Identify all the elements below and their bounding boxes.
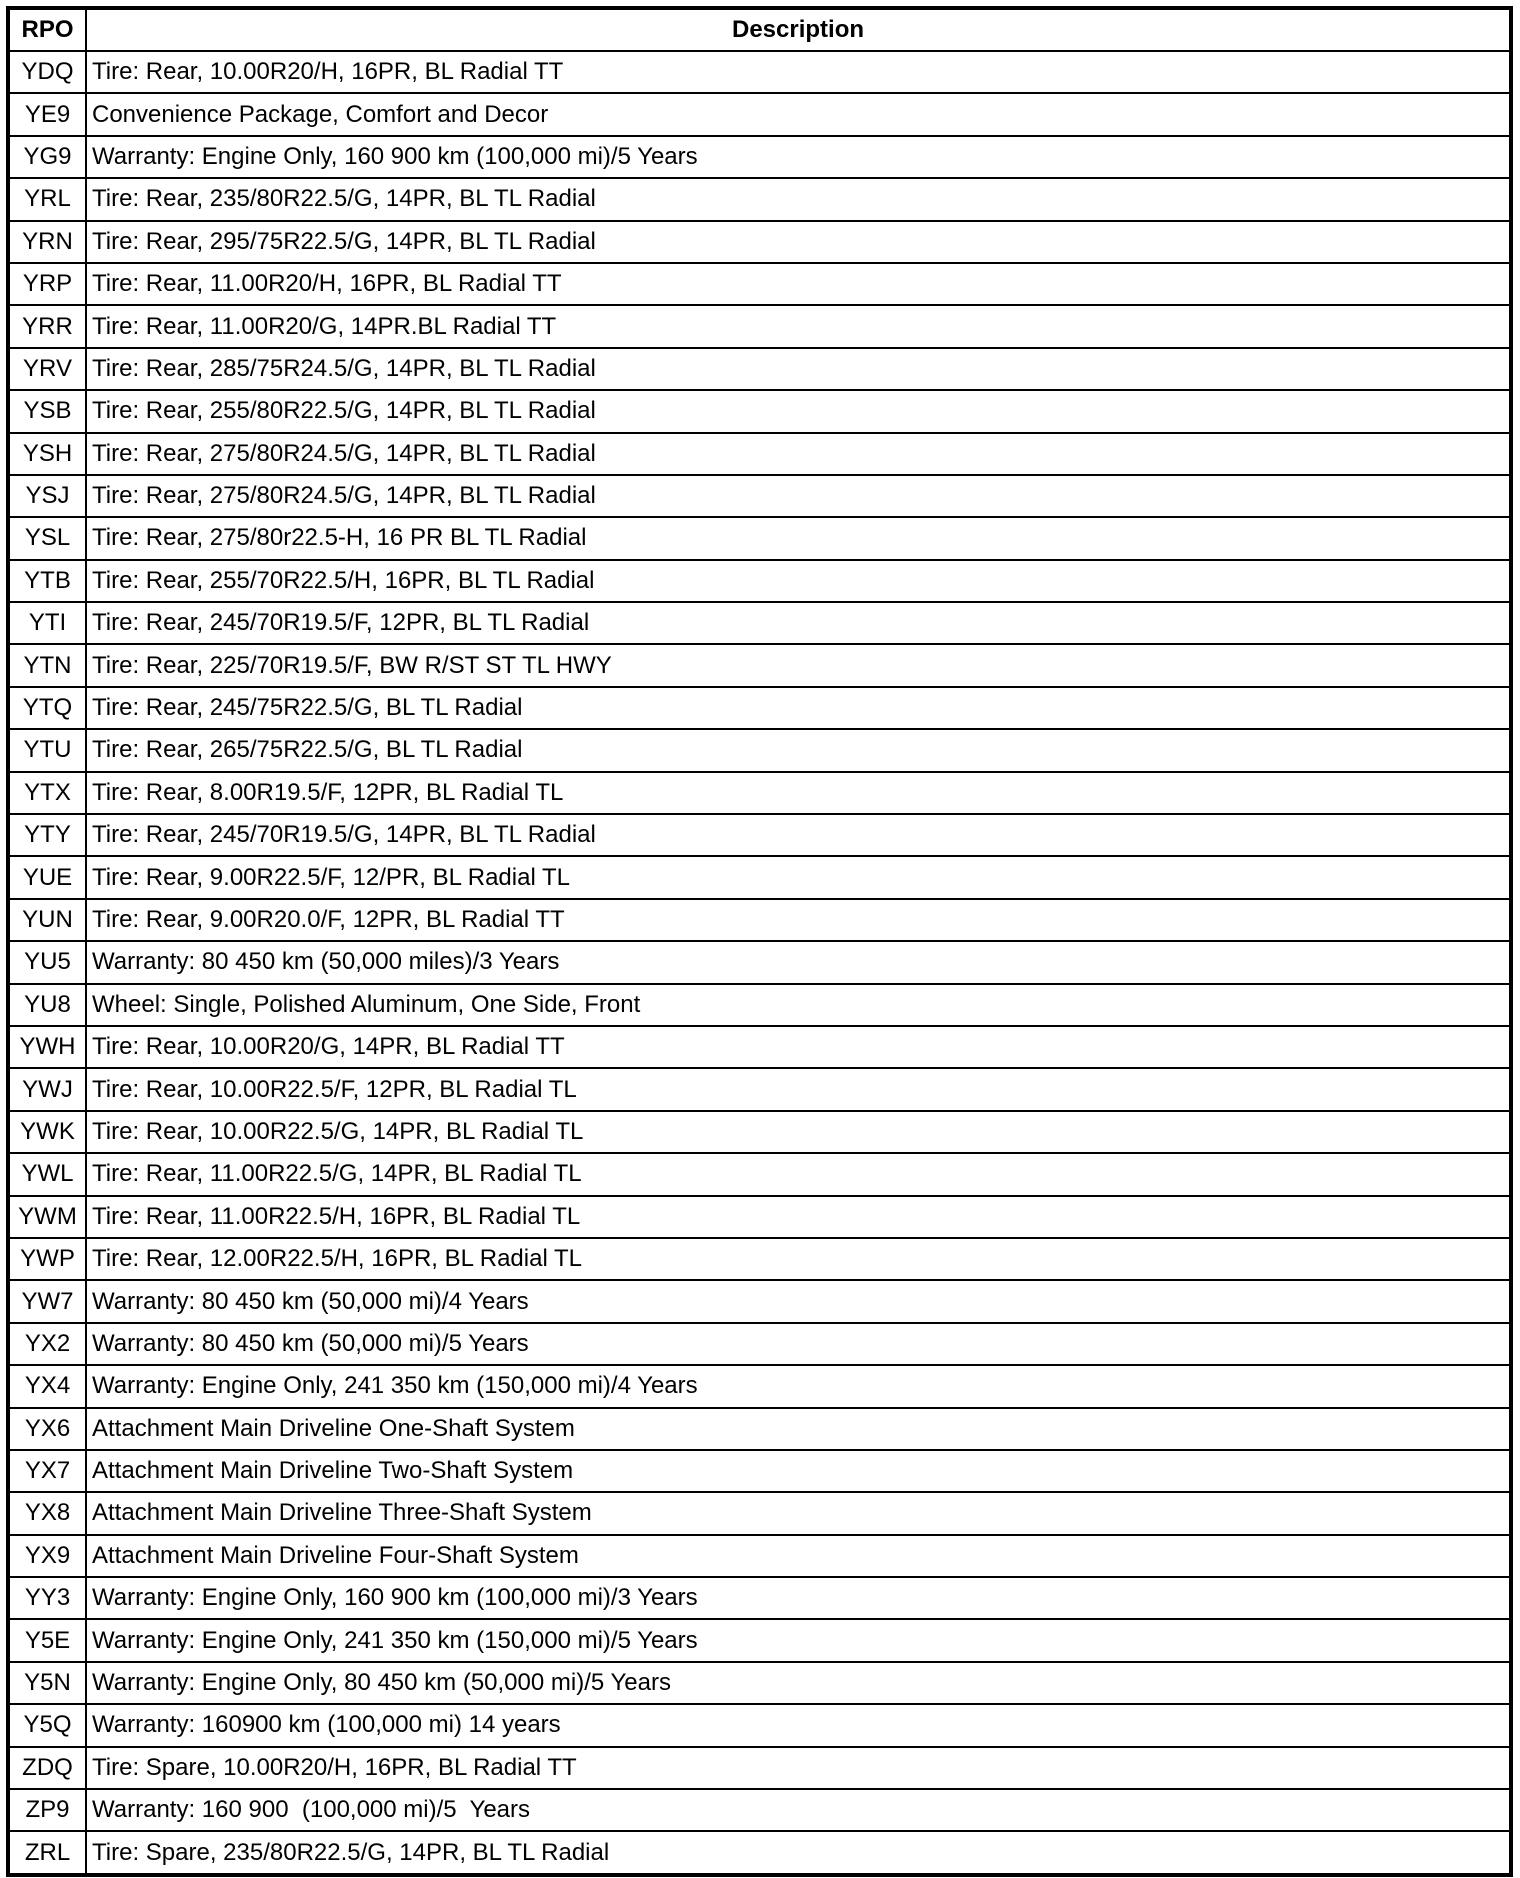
- rpo-code-cell: YWJ: [8, 1068, 86, 1110]
- table-row: [8, 644, 1511, 686]
- description-cell: Attachment Main Driveline Three-Shaft System: [86, 1492, 1511, 1534]
- description-cell: Warranty: Engine Only, 160 900 km (100,000 mi)/5 Years: [86, 136, 1511, 178]
- rpo-code-cell: YWL: [8, 1153, 86, 1195]
- table-row: [8, 729, 1511, 771]
- rpo-code-cell: YRV: [8, 348, 86, 390]
- table-row: [8, 1026, 1511, 1068]
- description-cell: Warranty: Engine Only, 80 450 km (50,000 mi)/5 Years: [86, 1662, 1511, 1704]
- description-cell: Warranty: 160 900 (100,000 mi)/5 Years: [86, 1789, 1511, 1831]
- rpo-code-cell: YX2: [8, 1323, 86, 1365]
- table-row: [8, 1831, 1511, 1874]
- rpo-code-cell: ZP9: [8, 1789, 86, 1831]
- description-cell: Tire: Rear, 9.00R20.0/F, 12PR, BL Radial TT: [86, 899, 1511, 941]
- table-row: [8, 1408, 1511, 1450]
- rpo-code-cell: YSL: [8, 517, 86, 559]
- table-row: [8, 178, 1511, 220]
- rpo-code-cell: YX6: [8, 1408, 86, 1450]
- table-row: [8, 1535, 1511, 1577]
- table-row: [8, 221, 1511, 263]
- description-cell: Warranty: 80 450 km (50,000 mi)/4 Years: [86, 1280, 1511, 1322]
- rpo-code-cell: YTY: [8, 814, 86, 856]
- table-row: [8, 93, 1511, 135]
- rpo-code-cell: YX9: [8, 1535, 86, 1577]
- header-rpo: RPO: [8, 8, 86, 51]
- rpo-code-cell: YRR: [8, 305, 86, 347]
- table-row: [8, 1492, 1511, 1534]
- rpo-code-cell: Y5N: [8, 1662, 86, 1704]
- description-cell: Warranty: Engine Only, 241 350 km (150,000 mi)/4 Years: [86, 1365, 1511, 1407]
- description-cell: Tire: Rear, 285/75R24.5/G, 14PR, BL TL Radial: [86, 348, 1511, 390]
- description-cell: Tire: Rear, 245/75R22.5/G, BL TL Radial: [86, 687, 1511, 729]
- table-row: [8, 1196, 1511, 1238]
- table-row: [8, 1111, 1511, 1153]
- rpo-code-cell: YTI: [8, 602, 86, 644]
- rpo-code-cell: ZRL: [8, 1831, 86, 1874]
- rpo-code-cell: YRN: [8, 221, 86, 263]
- table-row: [8, 1068, 1511, 1110]
- rpo-code-cell: YWK: [8, 1111, 86, 1153]
- table-row: [8, 136, 1511, 178]
- table-row: [8, 1619, 1511, 1661]
- description-cell: Convenience Package, Comfort and Decor: [86, 93, 1511, 135]
- table-row: [8, 687, 1511, 729]
- description-cell: Tire: Rear, 10.00R22.5/F, 12PR, BL Radial TL: [86, 1068, 1511, 1110]
- table-row: [8, 433, 1511, 475]
- description-cell: Tire: Rear, 10.00R20/G, 14PR, BL Radial TT: [86, 1026, 1511, 1068]
- description-cell: Attachment Main Driveline One-Shaft System: [86, 1408, 1511, 1450]
- description-cell: Warranty: Engine Only, 160 900 km (100,000 mi)/3 Years: [86, 1577, 1511, 1619]
- table-row: [8, 1789, 1511, 1831]
- description-cell: Warranty: 80 450 km (50,000 mi)/5 Years: [86, 1323, 1511, 1365]
- rpo-code-cell: YWP: [8, 1238, 86, 1280]
- table-row: [8, 390, 1511, 432]
- description-cell: Attachment Main Driveline Two-Shaft System: [86, 1450, 1511, 1492]
- rpo-table: [6, 6, 1513, 1877]
- rpo-code-cell: YSJ: [8, 475, 86, 517]
- description-cell: Tire: Rear, 11.00R22.5/G, 14PR, BL Radial TL: [86, 1153, 1511, 1195]
- description-cell: Tire: Rear, 295/75R22.5/G, 14PR, BL TL Radial: [86, 221, 1511, 263]
- description-cell: Attachment Main Driveline Four-Shaft System: [86, 1535, 1511, 1577]
- description-cell: Tire: Rear, 275/80R24.5/G, 14PR, BL TL Radial: [86, 433, 1511, 475]
- table-row: [8, 1662, 1511, 1704]
- table-row: [8, 1450, 1511, 1492]
- rpo-code-cell: YX8: [8, 1492, 86, 1534]
- rpo-code-cell: YWM: [8, 1196, 86, 1238]
- table-row: [8, 1747, 1511, 1789]
- table-row: [8, 814, 1511, 856]
- rpo-code-cell: Y5Q: [8, 1704, 86, 1746]
- rpo-code-cell: YRP: [8, 263, 86, 305]
- description-cell: Tire: Rear, 9.00R22.5/F, 12/PR, BL Radial TL: [86, 856, 1511, 898]
- description-cell: Tire: Spare, 235/80R22.5/G, 14PR, BL TL Radial: [86, 1831, 1511, 1874]
- rpo-code-cell: YSH: [8, 433, 86, 475]
- table-row: [8, 348, 1511, 390]
- description-cell: Tire: Rear, 275/80r22.5-H, 16 PR BL TL Radial: [86, 517, 1511, 559]
- rpo-code-cell: YTQ: [8, 687, 86, 729]
- table-row: [8, 517, 1511, 559]
- description-cell: Tire: Rear, 255/80R22.5/G, 14PR, BL TL Radial: [86, 390, 1511, 432]
- table-row: [8, 560, 1511, 602]
- rpo-code-cell: YTN: [8, 644, 86, 686]
- rpo-code-cell: YSB: [8, 390, 86, 432]
- table-row: [8, 1323, 1511, 1365]
- table-row: [8, 602, 1511, 644]
- rpo-code-cell: YUN: [8, 899, 86, 941]
- rpo-code-cell: YE9: [8, 93, 86, 135]
- description-cell: Tire: Rear, 11.00R20/G, 14PR.BL Radial TT: [86, 305, 1511, 347]
- description-cell: Tire: Rear, 225/70R19.5/F, BW R/ST ST TL HWY: [86, 644, 1511, 686]
- table-row: [8, 856, 1511, 898]
- table-row: [8, 1704, 1511, 1746]
- table-row: [8, 1577, 1511, 1619]
- rpo-code-cell: YG9: [8, 136, 86, 178]
- rpo-code-cell: YTX: [8, 772, 86, 814]
- description-cell: Tire: Rear, 12.00R22.5/H, 16PR, BL Radial TL: [86, 1238, 1511, 1280]
- description-cell: Warranty: 160900 km (100,000 mi) 14 years: [86, 1704, 1511, 1746]
- header-row: [8, 8, 1511, 51]
- rpo-code-cell: YX4: [8, 1365, 86, 1407]
- rpo-code-cell: YDQ: [8, 51, 86, 93]
- description-cell: Tire: Spare, 10.00R20/H, 16PR, BL Radial TT: [86, 1747, 1511, 1789]
- description-cell: Tire: Rear, 10.00R20/H, 16PR, BL Radial TT: [86, 51, 1511, 93]
- rpo-code-cell: ZDQ: [8, 1747, 86, 1789]
- description-cell: Warranty: Engine Only, 241 350 km (150,000 mi)/5 Years: [86, 1619, 1511, 1661]
- description-cell: Wheel: Single, Polished Aluminum, One Side, Front: [86, 984, 1511, 1026]
- description-cell: Tire: Rear, 235/80R22.5/G, 14PR, BL TL Radial: [86, 178, 1511, 220]
- description-cell: Tire: Rear, 265/75R22.5/G, BL TL Radial: [86, 729, 1511, 771]
- rpo-code-cell: YTU: [8, 729, 86, 771]
- rpo-code-cell: YW7: [8, 1280, 86, 1322]
- rpo-code-cell: YUE: [8, 856, 86, 898]
- header-description: Description: [86, 8, 1511, 51]
- description-cell: Tire: Rear, 11.00R22.5/H, 16PR, BL Radial TL: [86, 1196, 1511, 1238]
- table-row: [8, 1238, 1511, 1280]
- rpo-code-cell: Y5E: [8, 1619, 86, 1661]
- table-row: [8, 941, 1511, 983]
- description-cell: Tire: Rear, 8.00R19.5/F, 12PR, BL Radial TL: [86, 772, 1511, 814]
- rpo-code-cell: YRL: [8, 178, 86, 220]
- table-row: [8, 51, 1511, 93]
- table-row: [8, 305, 1511, 347]
- table-row: [8, 475, 1511, 517]
- table-row: [8, 772, 1511, 814]
- table-row: [8, 263, 1511, 305]
- rpo-code-cell: YU5: [8, 941, 86, 983]
- description-cell: Tire: Rear, 10.00R22.5/G, 14PR, BL Radial TL: [86, 1111, 1511, 1153]
- table-row: [8, 984, 1511, 1026]
- description-cell: Tire: Rear, 245/70R19.5/F, 12PR, BL TL Radial: [86, 602, 1511, 644]
- rpo-code-cell: YX7: [8, 1450, 86, 1492]
- rpo-code-cell: YU8: [8, 984, 86, 1026]
- description-cell: Warranty: 80 450 km (50,000 miles)/3 Years: [86, 941, 1511, 983]
- table-row: [8, 1280, 1511, 1322]
- description-cell: Tire: Rear, 255/70R22.5/H, 16PR, BL TL Radial: [86, 560, 1511, 602]
- table-row: [8, 1365, 1511, 1407]
- description-cell: Tire: Rear, 245/70R19.5/G, 14PR, BL TL Radial: [86, 814, 1511, 856]
- rpo-code-cell: YWH: [8, 1026, 86, 1068]
- table-row: [8, 1153, 1511, 1195]
- rpo-code-cell: YY3: [8, 1577, 86, 1619]
- description-cell: Tire: Rear, 275/80R24.5/G, 14PR, BL TL Radial: [86, 475, 1511, 517]
- description-cell: Tire: Rear, 11.00R20/H, 16PR, BL Radial TT: [86, 263, 1511, 305]
- rpo-code-cell: YTB: [8, 560, 86, 602]
- table-row: [8, 899, 1511, 941]
